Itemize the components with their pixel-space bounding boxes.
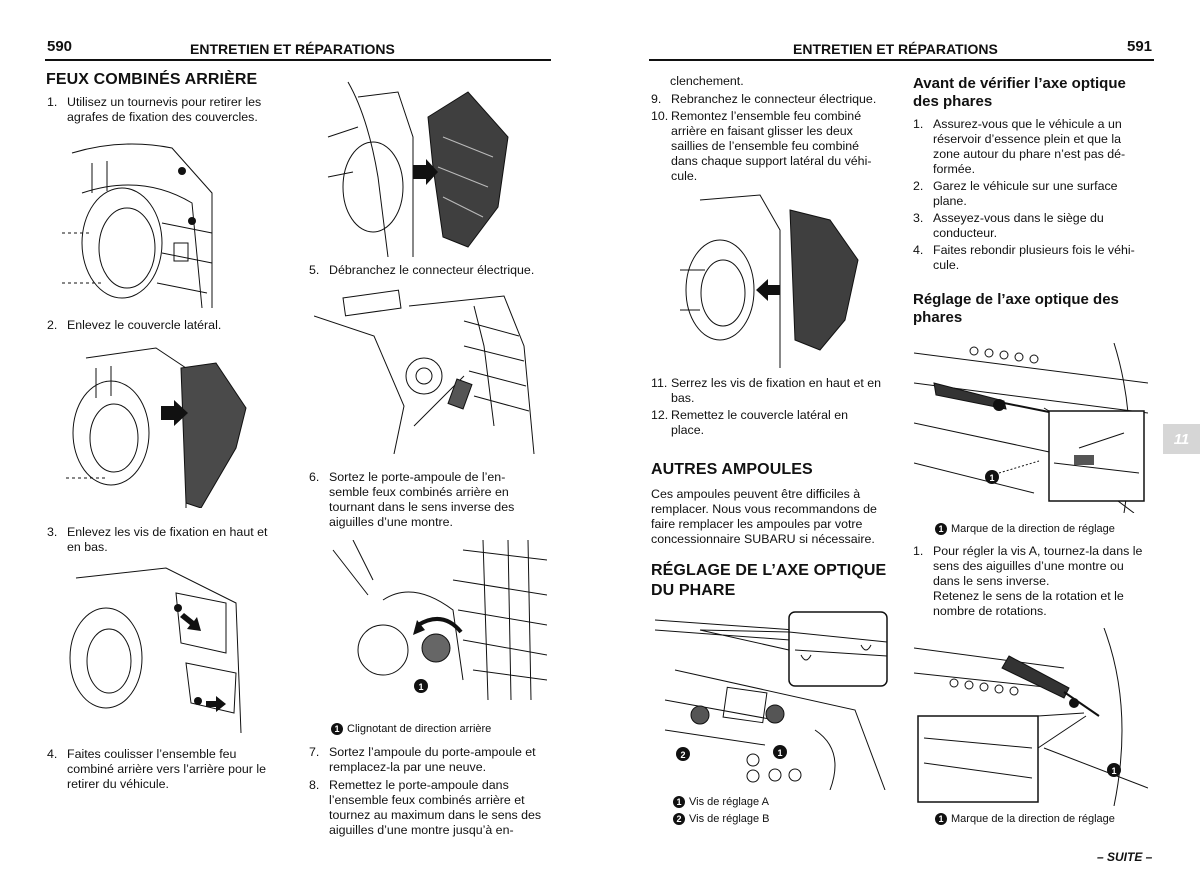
- caption-direction-mark-a: 1 Marque de la direction de réglage: [935, 523, 1115, 535]
- step-5: 5. Débranchez le connecteur électrique.: [309, 263, 535, 277]
- running-header-right: ENTRETIEN ET RÉPARATIONS: [793, 41, 998, 57]
- step-1: 1. Utilisez un tournevis pour retirer les agrafes de fixation des couvercles.: [47, 95, 262, 124]
- avant-step-3: 3. Asseyez-vous dans le siège du conducteur.: [913, 211, 1104, 240]
- section-title-feux: FEUX COMBINÉS ARRIÈRE: [46, 71, 258, 88]
- figure-screwdriver-detail: [914, 628, 1148, 806]
- caption-vis-a: 1 Vis de réglage A: [673, 796, 769, 808]
- header-rule-right: [649, 59, 1154, 61]
- figure-clip-removal: [62, 133, 220, 311]
- caption-vis-b: 2 Vis de réglage B: [673, 813, 770, 825]
- figure-screwdriver-mark: [914, 343, 1148, 513]
- figure-slide-assembly: [318, 77, 518, 257]
- step-8: 8. Remettez le porte-ampoule dans l’ensemble feux combinés arrière et tournez au maximum dans le sens des aiguilles d’une montre jusqu’à en-: [309, 778, 542, 837]
- step-4: 4. Faites coulisser l’ensemble feu combiné arrière vers l’arrière pour le retirer du véhicule.: [47, 747, 267, 791]
- reglage-step-1: 1. Pour régler la vis A, tournez-la dans le sens des aiguilles d’une montre ou dans le sens inverse. Retenez le sens de la rotation et le nombre de rotations.: [913, 544, 1143, 618]
- svg-text:1: 1: [1111, 766, 1117, 776]
- continued-marker: – SUITE –: [1097, 850, 1153, 864]
- page-number-left: 590: [47, 38, 73, 55]
- svg-text:1: 1: [989, 473, 995, 483]
- figure-bulb-holder: [313, 540, 547, 700]
- figure-adjust-screws: [655, 610, 891, 790]
- svg-text:1: 1: [777, 748, 783, 758]
- chapter-tab: 11: [1163, 424, 1200, 454]
- step-10: 10. Remontez l’ensemble feu combiné arrière en faisant glisser les deux saillies de l’ensemble feu combiné dans chaque support latéral du véhi- cule.: [651, 109, 872, 183]
- caption-rear-turn-signal: 1 Clignotant de direction arrière: [331, 723, 491, 735]
- figure-side-cover: [66, 338, 252, 508]
- step-2: 2. Enlevez le couvercle latéral.: [47, 318, 222, 332]
- step-6: 6. Sortez le porte-ampoule de l’en- semble feux combinés arrière en tournant dans le sens inverse des aiguilles d’une montre.: [309, 470, 515, 529]
- avant-step-1: 1. Assurez-vous que le véhicule a un réservoir d’essence plein et que la zone autour du phare n’est pas dé- formée.: [913, 117, 1126, 176]
- running-header-left: ENTRETIEN ET RÉPARATIONS: [190, 41, 395, 57]
- page-number-right: 591: [1127, 38, 1153, 55]
- step-9: 9. Rebranchez le connecteur électrique.: [651, 92, 877, 106]
- avant-step-2: 2. Garez le véhicule sur une surface plane.: [913, 179, 1118, 208]
- avant-step-4: 4. Faites rebondir plusieurs fois le véhi- cule.: [913, 243, 1135, 272]
- header-rule-left: [45, 59, 551, 61]
- step-3: 3. Enlevez les vis de fixation en haut et en bas.: [47, 525, 268, 554]
- svg-text:2: 2: [680, 750, 686, 760]
- section-title-autres: AUTRES AMPOULES: [651, 461, 813, 478]
- step-11: 11. Serrez les vis de fixation en haut et en bas.: [651, 376, 882, 405]
- figure-screws: [66, 563, 246, 733]
- section-title-avant: Avant de vérifier l’axe optique des phares: [913, 75, 1126, 110]
- continuation-text: clenchement.: [670, 74, 744, 88]
- section-title-reglage2: Réglage de l’axe optique des phares: [913, 291, 1119, 326]
- section-title-reglage: RÉGLAGE DE L’AXE OPTIQUE DU PHARE: [651, 562, 887, 599]
- figure-reinstall-assembly: [680, 190, 860, 368]
- step-7: 7. Sortez l’ampoule du porte-ampoule et remplacez-la par une neuve.: [309, 745, 536, 774]
- step-12: 12. Remettez le couvercle latéral en place.: [651, 408, 848, 437]
- caption-direction-mark-b: 1 Marque de la direction de réglage: [935, 813, 1115, 825]
- svg-text:1: 1: [418, 682, 424, 692]
- figure-connector: [314, 286, 546, 454]
- autres-paragraph: Ces ampoules peuvent être difficiles à remplacer. Nous vous recommandons de faire remplacer les ampoules par votre concessionnaire SUBARU si nécessaire.: [651, 487, 877, 546]
